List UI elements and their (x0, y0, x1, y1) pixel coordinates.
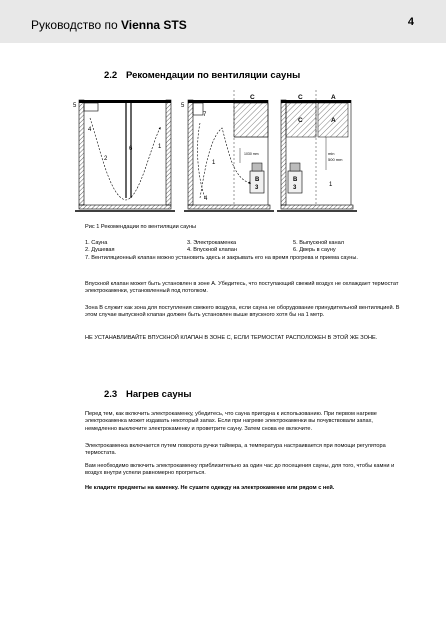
paragraph-zone-a: Впускной клапан может быть установлен в зоне A. Убедитесь, что поступающий свежий воздух не охлаждает термостат электрокаменки, установленный под потолком. (85, 281, 399, 295)
left-label-5: 5 (73, 103, 77, 109)
section-heading-2-3: 2.3 Нагрев сауны (104, 389, 192, 400)
legend-item: 7. Вентиляционный клапан можно установить здесь и закрывать его на время прогрева и приема сауны. (85, 254, 358, 261)
paragraph-warning-zone-c: НЕ УСТАНАВЛИВАЙТЕ ВПУСКНОЙ КЛАПАН В ЗОНЕ C, ЕСЛИ ТЕРМОСТАТ РАСПОЛОЖЕН В ЭТОЙ ЖЕ ЗОНЕ. (85, 335, 378, 341)
diagram-left (73, 100, 175, 211)
right-label-min: min (328, 151, 335, 156)
legend-item: 6. Дверь в сауну (293, 247, 336, 254)
legend-item: 3. Электрокаменка (187, 240, 237, 246)
mid-label-7: 7 (203, 112, 207, 118)
figure-legend (85, 240, 405, 262)
right-label-500: 500 mm (328, 157, 343, 162)
legend-item: 1. Сауна (85, 240, 108, 246)
mid-label-3: 3 (255, 185, 259, 191)
section-heading-2-2: 2.2 Рекомендации по вентиляции сауны (104, 70, 301, 81)
right-label-1: 1 (329, 182, 333, 188)
header-title: Руководство по Vienna STS (31, 18, 187, 32)
right-label-a-top: A (331, 94, 336, 101)
right-label-a: A (331, 117, 336, 124)
legend-item: 2. Душевая (85, 247, 115, 254)
mid-label-4: 4 (204, 196, 208, 202)
mid-label-5: 5 (181, 103, 185, 109)
left-label-6: 6 (129, 146, 133, 152)
diagram-middle (181, 90, 274, 211)
left-label-1: 1 (158, 144, 162, 150)
left-label-4: 4 (88, 127, 92, 133)
mid-label-dim: 1030 mm (244, 152, 259, 156)
figure-caption: Рис 1 Рекомендации по вентиляции сауны (85, 224, 197, 230)
page-number: 4 (407, 16, 414, 28)
right-label-b: B (293, 177, 298, 183)
legend-item: 4. Впускной клапан (187, 247, 237, 254)
mid-label-c-top: C (250, 94, 255, 101)
ventilation-diagram (0, 88, 446, 228)
page-header (0, 0, 446, 43)
mid-label-1: 1 (212, 160, 216, 166)
paragraph-safety-warning: Не кладите предметы на каменку. Не сушите одежду на электрокаменке или рядом с ней. (85, 485, 335, 491)
paragraph-timer: Электрокаменка включается путем поворота ручки таймера, а температура настраивается при помощи регулятора термостата. (85, 443, 386, 457)
paragraph-preheat: Вам необходимо включить электрокаменку приблизительно за один час до посещения сауны, для того, чтобы камни и воздух внутри успели равномерно прогреться. (85, 463, 395, 477)
right-label-3: 3 (293, 185, 297, 191)
right-label-c: C (298, 117, 303, 124)
right-label-c-top: C (298, 94, 303, 101)
paragraph-zone-b: Зона B служит как зона для поступления свежего воздуха, если сауна не оборудование принудительной вентиляцией. В этом случае выпускной клапан должен быть установлен выше впускного хотя бы на 1 метр. (85, 305, 400, 319)
paragraph-before-heating: Перед тем, как включить электрокаменку, убедитесь, что сауна пригодна к использованию. При первом нагреве электрокаменка может издавать некоторый запах. Если при нагреве электрокаменки вы почувствовали запах, немедленно выключите электрокаменку и проветрите сауну. Затем снова ее включите. (85, 411, 377, 432)
legend-item: 5. Выпускной канал (293, 240, 345, 246)
mid-label-b: B (255, 177, 260, 183)
diagram-right (277, 90, 357, 211)
left-label-2: 2 (104, 156, 108, 162)
